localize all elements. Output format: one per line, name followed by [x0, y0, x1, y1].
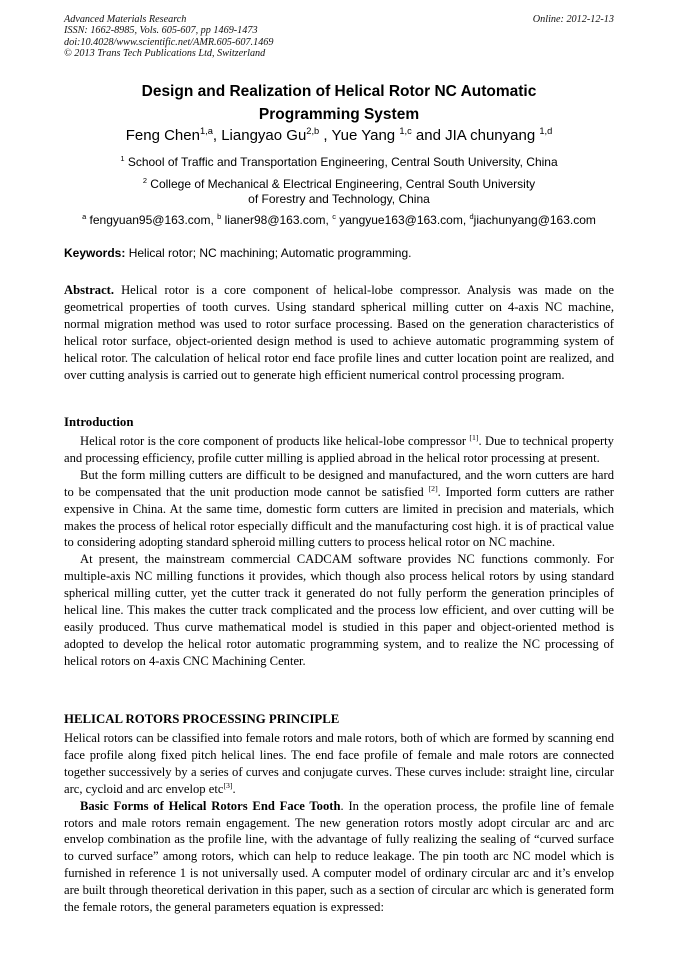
- keywords-label: Keywords:: [64, 246, 126, 260]
- keywords: [64, 246, 614, 261]
- paragraph-text: Helical rotors can be classified into female rotors and male rotors, both of which are formed by scanning end face profile along fixed pitch helical lines. The end face profile of female and male rotors are connected together successively by a series of curves and conjugate curves. These curves include: straight line, circular arc, cycloid and arc envelop etc: [64, 731, 614, 796]
- section-heading-principle: HELICAL ROTORS PROCESSING PRINCIPLE: [64, 712, 340, 726]
- affiliation-sup: 1: [120, 154, 125, 163]
- email-sup: d: [469, 212, 474, 221]
- online-date: Online: 2012-12-13: [532, 14, 614, 25]
- paper-title: [64, 80, 614, 126]
- paragraph-text: But the form milling cutters are difficult to be designed and manufactured, and the worn cutters are hard to be compensated that the unit production mode cannot be satisfied: [64, 467, 614, 499]
- email-address: yangyue163@163.com,: [335, 213, 470, 227]
- author-affil-sup: 1,c: [399, 126, 412, 136]
- author-separator: ,: [319, 127, 332, 144]
- journal-name: Advanced Materials Research: [64, 14, 187, 25]
- affiliation-sup: 2: [142, 176, 147, 185]
- title-line-1: Design and Realization of Helical Rotor NC Automatic: [141, 83, 537, 100]
- author-name: Feng Chen: [125, 127, 200, 144]
- author-affil-sup: 1,a: [199, 126, 213, 136]
- intro-paragraph-1: [64, 433, 614, 467]
- author-affil-sup: 1,d: [539, 126, 553, 136]
- abstract: [64, 282, 614, 383]
- author-affil-sup: 2,b: [306, 126, 320, 136]
- subsection-title: Basic Forms of Helical Rotors End Face Tooth: [80, 798, 341, 813]
- principle-paragraph-2: [64, 798, 614, 916]
- affiliation-2: [64, 177, 614, 207]
- keywords-text: Helical rotor; NC machining; Automatic programming.: [125, 246, 412, 260]
- copyright-line: © 2013 Trans Tech Publications Ltd, Switzerland: [64, 48, 266, 60]
- intro-paragraph-2: [64, 467, 614, 552]
- title-line-2: Programming System: [258, 106, 420, 123]
- paragraph-text: . In the operation process, the profile line of female rotors and male rotors remain engagement. The new generation rotors mostly adopt circular arc and arc envelop combination as the profile line, with the advantage of fully realizing the sealing of “curved surface to curved surface” among rotors, which can help to reduce leakage. The pin tooth arc NC model which is furnished in reference 1 is not universally used. A computer model of ordinary circular arc and it’s envelop are built through theoretical derivation in this paper, such as a section of circular arc which is generated form the female rotors, the general parameters equation is expressed:: [64, 798, 614, 915]
- citation-ref: [2]: [428, 483, 438, 493]
- citation-ref: [3]: [223, 780, 233, 790]
- email-sup: c: [332, 212, 336, 221]
- citation-ref: [1]: [469, 432, 479, 442]
- paragraph-text: . Imported form cutters are rather expensive in China. At the same time, domestic form cutters are limited in precision and materials, which makes the process of helical rotor especially difficult and the manufacturing cost high. it is of practical value to considering adopting standard spheroid milling cutters to process helical rotor on NC machine.: [64, 484, 615, 550]
- principle-body: [64, 730, 614, 916]
- intro-paragraph-3: At present, the mainstream commercial CADCAM software provides NC functions commonly. For multiple-axis NC milling functions it provides, which though also process helical rotors by using standard spherical milling cutter, yet the cutter track it generated do not fully perform the generation principles of helical line. This makes the cutter track complicated and the process low efficient, and over cutting will be easily produced. Thus curve mathematical model is studied in this paper and object-oriented method is adopted to develop the helical rotor automatic programming system, and to realize the NC processing of helical rotors on 4-axis CNC Machining Center.: [64, 552, 614, 668]
- doi-line: doi:10.4028/www.scientific.net/AMR.605-607.1469: [64, 36, 274, 48]
- affiliation-1: [64, 155, 614, 170]
- paragraph-text: . Due to technical property and processing efficiency, profile cutter milling is applied abroad in the helical rotor processing at present.: [64, 434, 614, 465]
- paragraph-text: Helical rotor is the core component of products like helical-lobe compressor: [80, 434, 470, 448]
- email-address: fengyuan95@163.com,: [86, 213, 218, 227]
- author-separator: and: [411, 127, 446, 144]
- email-list: [64, 213, 614, 228]
- email-address: lianer98@163.com,: [221, 213, 333, 227]
- email-sup: b: [217, 212, 222, 221]
- author-list: [64, 126, 614, 146]
- author-name: Yue Yang: [331, 127, 400, 144]
- paragraph-text: .: [232, 781, 236, 796]
- author-separator: ,: [212, 127, 222, 144]
- section-heading-introduction: Introduction: [64, 415, 134, 429]
- affiliation-text: College of Mechanical & Electrical Engineering, Central South University: [146, 177, 536, 191]
- issn-line: ISSN: 1662-8985, Vols. 605-607, pp 1469-1473: [64, 25, 258, 37]
- email-address: jiachunyang@163.com: [473, 213, 596, 227]
- abstract-label: Abstract.: [64, 283, 115, 297]
- affiliation-text-line-2: of Forestry and Technology, China: [248, 192, 430, 206]
- author-name: JIA chunyang: [445, 127, 540, 144]
- journal-header: [64, 14, 614, 60]
- introduction-body: [64, 433, 614, 670]
- email-sup: a: [82, 212, 87, 221]
- principle-paragraph-1: [64, 730, 614, 798]
- author-name: Liangyao Gu: [221, 127, 307, 144]
- affiliation-text: School of Traffic and Transportation Engineering, Central South University, China: [124, 155, 558, 169]
- abstract-text: Helical rotor is a core component of helical-lobe compressor. Analysis was made on the geometrical properties of tooth curves. Using standard spherical milling cutter on 4-axis NC machine, normal migration method was used to rotor surface processing. Based on the generation characteristics of helical rotor surface, object-oriented design method is used to achieve automatic programming system of helical rotor. The calculation of helical rotor end face profile lines and cutter location point are realized, and over cutting analysis is carried out to generate high efficient numerical control processing program.: [64, 283, 614, 382]
